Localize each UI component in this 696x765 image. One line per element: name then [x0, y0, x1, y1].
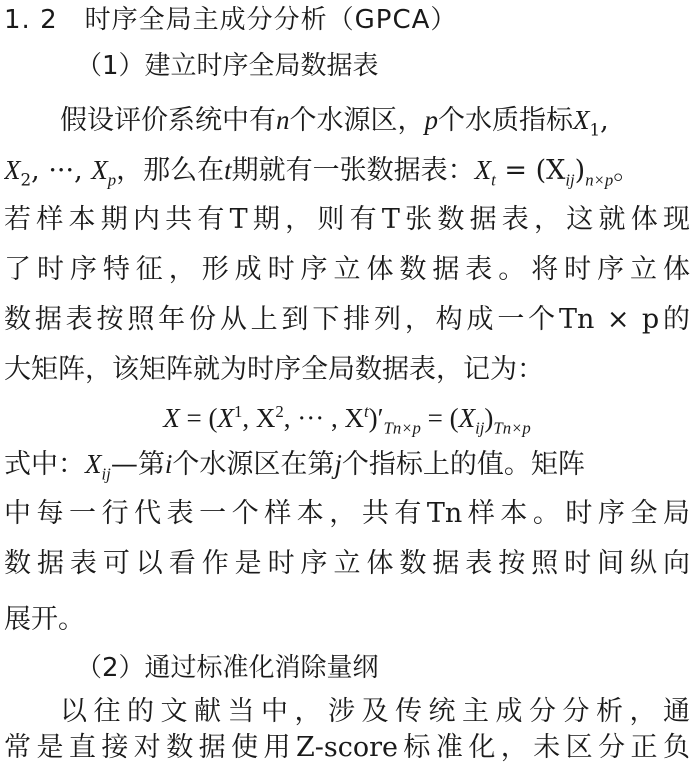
- paragraph-2-line-2: 中每一行代表一个样本，共有Tn样本。时序全局: [4, 498, 690, 529]
- paragraph-1-line-6: 大矩阵，该矩阵就为时序全局数据表，记为：: [4, 354, 544, 385]
- paragraph-3-line-2: 常是直接对数据使用Z-score标准化，未区分正负: [4, 732, 690, 763]
- paragraph-1-line-5: 数据表按照年份从上到下排列，构成一个Tn × p的: [4, 304, 690, 335]
- paragraph-2-line-1: 式中：$X_{ij}—$第i个水源区在第j个指标上的值。矩阵: [4, 449, 585, 484]
- paragraph-1-line-1: 假设评价系统中有n个水源区，p个水质指标$X_1$,: [60, 105, 609, 140]
- section-heading: 1. 2 时序全局主成分分析（GPCA）: [4, 5, 458, 35]
- subsection-heading-2: （2）通过标准化消除量纲: [76, 653, 379, 683]
- paragraph-2-line-3: 数据表可以看作是时序立体数据表按照时间纵向: [4, 548, 690, 579]
- paragraph-1-line-3: 若样本期内共有T期，则有T张数据表，这就体现: [4, 204, 690, 235]
- matrix-formula: $X = (X^1$, $X^2$, ··· , $X^t)'_{Tn\times p} = (X_{ij})_{Tn\times p}$: [163, 402, 531, 438]
- paragraph-1-line-2: $X_2$, ···, $X_p$，那么在t期就有一张数据表：$X_t = (X_{ij})_{n\times p}$。: [4, 155, 641, 190]
- paragraph-3-line-1: 以往的文献当中，涉及传统主成分分析，通: [60, 696, 690, 727]
- subsection-heading-1: （1）建立时序全局数据表: [76, 51, 379, 81]
- paragraph-2-line-4: 展开。: [4, 604, 85, 635]
- paragraph-1-line-4: 了时序特征，形成时序立体数据表。将时序立体: [4, 254, 690, 285]
